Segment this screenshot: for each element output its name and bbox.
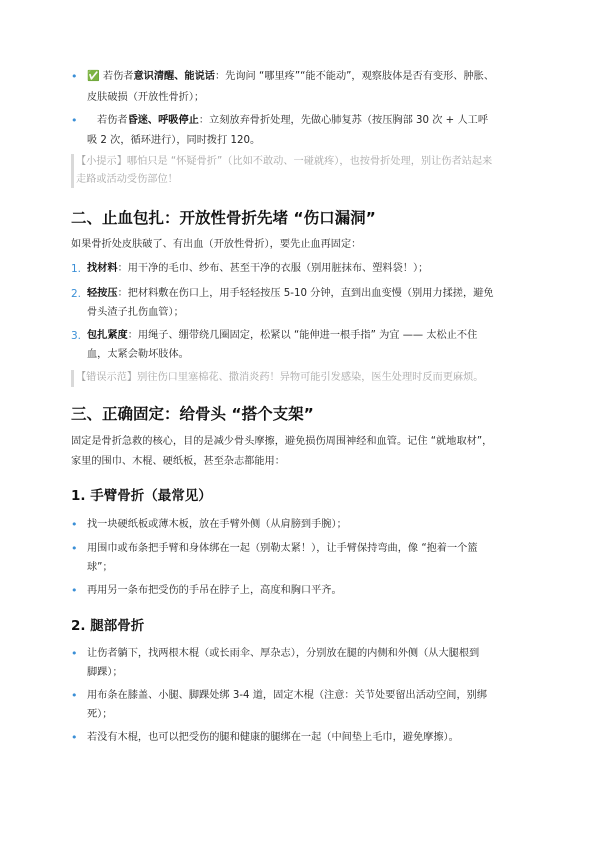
list-item-arm-sling: 再用另一条布把受伤的手吊在脖子上，高度和胸口平齐。 <box>87 585 342 596</box>
list-item-press-cont: 骨头渣子扎伤血管）； <box>87 307 184 318</box>
warning-line: 【错误示范】别往伤口里塞棉花、撒消炎药！异物可能引发感染，医生处理时反而更麻烦。 <box>76 372 484 383</box>
list-item-conscious: ✅ 若伤者意识清醒、能说话：先询问 “哪里疼”“能不能动”，观察肢体是否有变形、肿胀、 <box>87 71 495 82</box>
section-intro: 如果骨折处皮肤破了、有出血（开放性骨折），要先止血再固定： <box>71 239 362 250</box>
list-number: 2. <box>71 288 82 300</box>
tip-line-1: 【小提示】哪怕只是 “怀疑骨折”（比如不敢动、一碰就疼），也按骨折处理，别让伤者站起来 <box>76 156 493 167</box>
list-item-leg-sticks: 让伤者躺下，找两根木棍（或长雨伞、厚杂志），分别放在腿的内侧和外侧（从大腿根到 <box>87 648 480 659</box>
list-item-tightness: 包扎紧度：用绳子、绷带绕几圈固定，松紧以 “能伸进一根手指” 为宜 —— 太松止不住 <box>87 330 478 341</box>
bullet-marker: • <box>71 114 78 127</box>
bullet-marker: • <box>71 584 78 597</box>
list-item-materials: 找材料：用干净的毛巾、纱布、甚至干净的衣服（别用脏抹布、塑料袋！）； <box>87 263 429 274</box>
tip-line-2: 走路或活动受伤部位！ <box>76 174 178 185</box>
list-number: 3. <box>71 330 82 342</box>
tip-box <box>71 154 534 188</box>
list-item-arm-tie-cont: 球”； <box>87 562 113 573</box>
bullet-marker: • <box>71 731 78 744</box>
list-item-leg-together: 若没有木棍，也可以把受伤的腿和健康的腿绑在一起（中间垫上毛巾，避免摩擦）。 <box>87 732 459 743</box>
bullet-marker: • <box>71 689 78 702</box>
bullet-marker: • <box>71 647 78 660</box>
subheading-arm: 1. 手臂骨折（最常见） <box>71 488 212 504</box>
section-intro-line-2: 家里的围巾、木棍、硬纸板，甚至杂志都能用： <box>71 456 285 467</box>
list-item-press: 轻按压：把材料敷在伤口上，用手轻轻按压 5-10 分钟，直到出血变慢（别用力揉搓，避免 <box>87 288 494 299</box>
bullet-marker: • <box>71 542 78 555</box>
list-item-leg-bind-cont: 死）； <box>87 709 113 720</box>
section-intro-line-1: 固定是骨折急救的核心，目的是减少骨头摩擦，避免损伤周围神经和血管。记住 “就地取材”， <box>71 436 493 447</box>
list-item-leg-sticks-cont: 脚踝）； <box>87 667 123 678</box>
section-heading-fixation: 三、正确固定：给骨头 “搭个支架” <box>71 405 314 423</box>
list-item-conscious-cont: 皮肤破损（开放性骨折）； <box>87 92 205 103</box>
warning-box <box>71 370 534 387</box>
section-heading-bleeding: 二、止血包扎：开放性骨折先堵 “伤口漏洞” <box>71 209 376 227</box>
list-item-unconscious: 若伤者昏迷、呼吸停止：立刻放弃骨折处理，先做心肺复苏（按压胸部 30 次 + 人工呼 <box>97 115 489 126</box>
bullet-marker: • <box>71 518 78 531</box>
list-item-leg-bind: 用布条在膝盖、小腿、脚踝处绑 3-4 道，固定木棍（注意：关节处要留出活动空间，别绑 <box>87 690 488 701</box>
subheading-leg: 2. 腿部骨折 <box>71 618 145 634</box>
list-item-arm-tie: 用围巾或布条把手臂和身体绑在一起（别勒太紧！），让手臂保持弯曲，像 “抱着一个篮 <box>87 543 478 554</box>
bullet-marker: • <box>71 70 78 83</box>
list-item-unconscious-cont: 吸 2 次，循环进行），同时拨打 120。 <box>87 135 261 146</box>
list-number: 1. <box>71 263 82 275</box>
list-item-arm-board: 找一块硬纸板或薄木板，放在手臂外侧（从肩膀到手腕）； <box>87 519 347 530</box>
list-item-tightness-cont: 血，太紧会勒坏肢体。 <box>87 349 189 360</box>
